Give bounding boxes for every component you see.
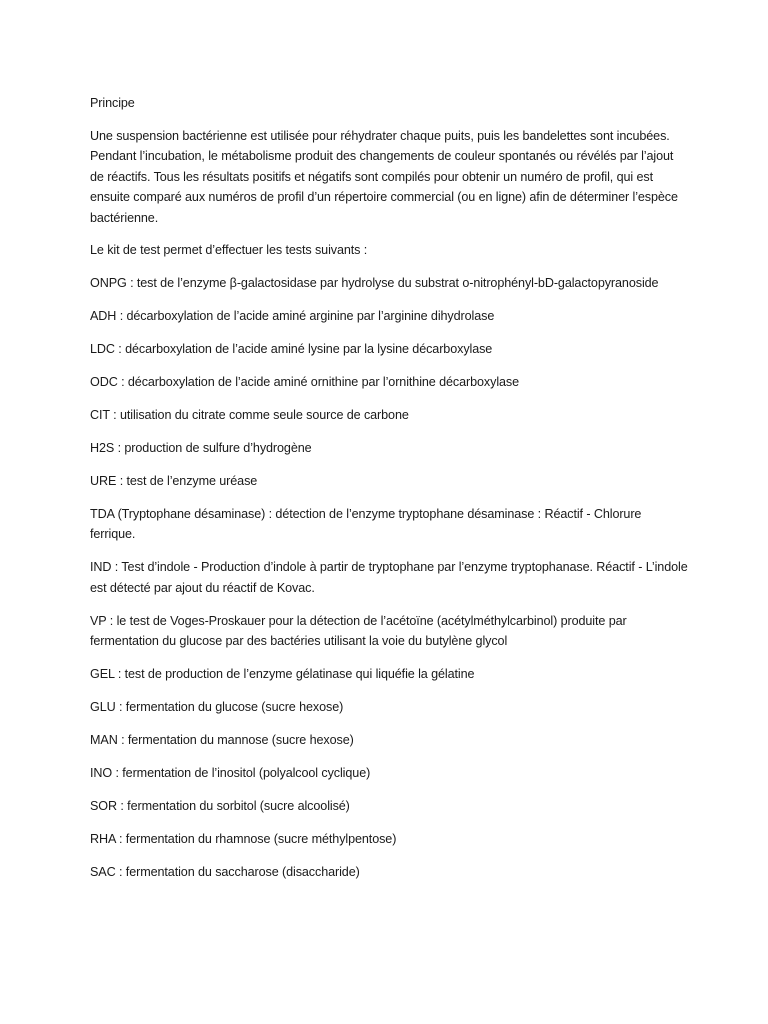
test-item-gel: GEL : test de production de l’enzyme gélatinase qui liquéfie la gélatine	[90, 667, 475, 681]
test-item-rha: RHA : fermentation du rhamnose (sucre méthylpentose)	[90, 832, 397, 846]
test-item-cit: CIT : utilisation du citrate comme seule source de carbone	[90, 407, 409, 422]
test-item-adh: ADH : décarboxylation de l’acide aminé arginine par l’arginine dihydrolase	[90, 308, 495, 323]
test-item-vp: VP : le test de Voges-Proskauer pour la détection de l’acétoïne (acétylméthylcarbinol) produite par fermentation du glucose par des bactéries utilisant la voie du butylène glycol	[90, 613, 627, 648]
test-item-tda: TDA (Tryptophane désaminase) : détection de l’enzyme tryptophane désaminase : Réactif - Chlorure ferrique.	[90, 506, 642, 541]
section-heading: Principe	[90, 96, 135, 110]
test-item-man: MAN : fermentation du mannose (sucre hexose)	[90, 733, 354, 747]
test-item-ure: URE : test de l’enzyme uréase	[90, 473, 258, 488]
test-item-sac: SAC : fermentation du saccharose (disaccharide)	[90, 865, 360, 879]
test-item-ldc: LDC : décarboxylation de l’acide aminé lysine par la lysine décarboxylase	[90, 341, 493, 356]
test-item-onpg: ONPG : test de l’enzyme β-galactosidase par hydrolyse du substrat o-nitrophényl-bD-galactopyranoside	[90, 275, 659, 290]
test-item-h2s: H2S : production de sulfure d’hydrogène	[90, 440, 312, 455]
test-item-odc: ODC : décarboxylation de l’acide aminé ornithine par l’ornithine décarboxylase	[90, 374, 520, 389]
principle-paragraph: Une suspension bactérienne est utilisée pour réhydrater chaque puits, puis les bandelettes sont incubées. Pendant l’incubation, le métabolisme produit des changements de couleur spontanés ou révélés par l’ajout de réactifs. Tous les résultats positifs et négatifs sont compilés pour obtenir un numéro de profil, qui est ensuite comparé aux numéros de profil d’un répertoire commercial (ou en ligne) afin de déterminer l’espèce bactérienne.	[90, 128, 678, 225]
test-item-ind: IND : Test d’indole - Production d’indole à partir de tryptophane par l’enzyme tryptophanase. Réactif - L’indole est détecté par ajout du réactif de Kovac.	[90, 560, 688, 595]
test-item-glu: GLU : fermentation du glucose (sucre hexose)	[90, 700, 344, 714]
tests-intro: Le kit de test permet d’effectuer les tests suivants :	[90, 243, 368, 257]
document-page	[90, 93, 690, 895]
test-item-sor: SOR : fermentation du sorbitol (sucre alcoolisé)	[90, 799, 350, 813]
test-item-ino: INO : fermentation de l’inositol (polyalcool cyclique)	[90, 766, 371, 780]
